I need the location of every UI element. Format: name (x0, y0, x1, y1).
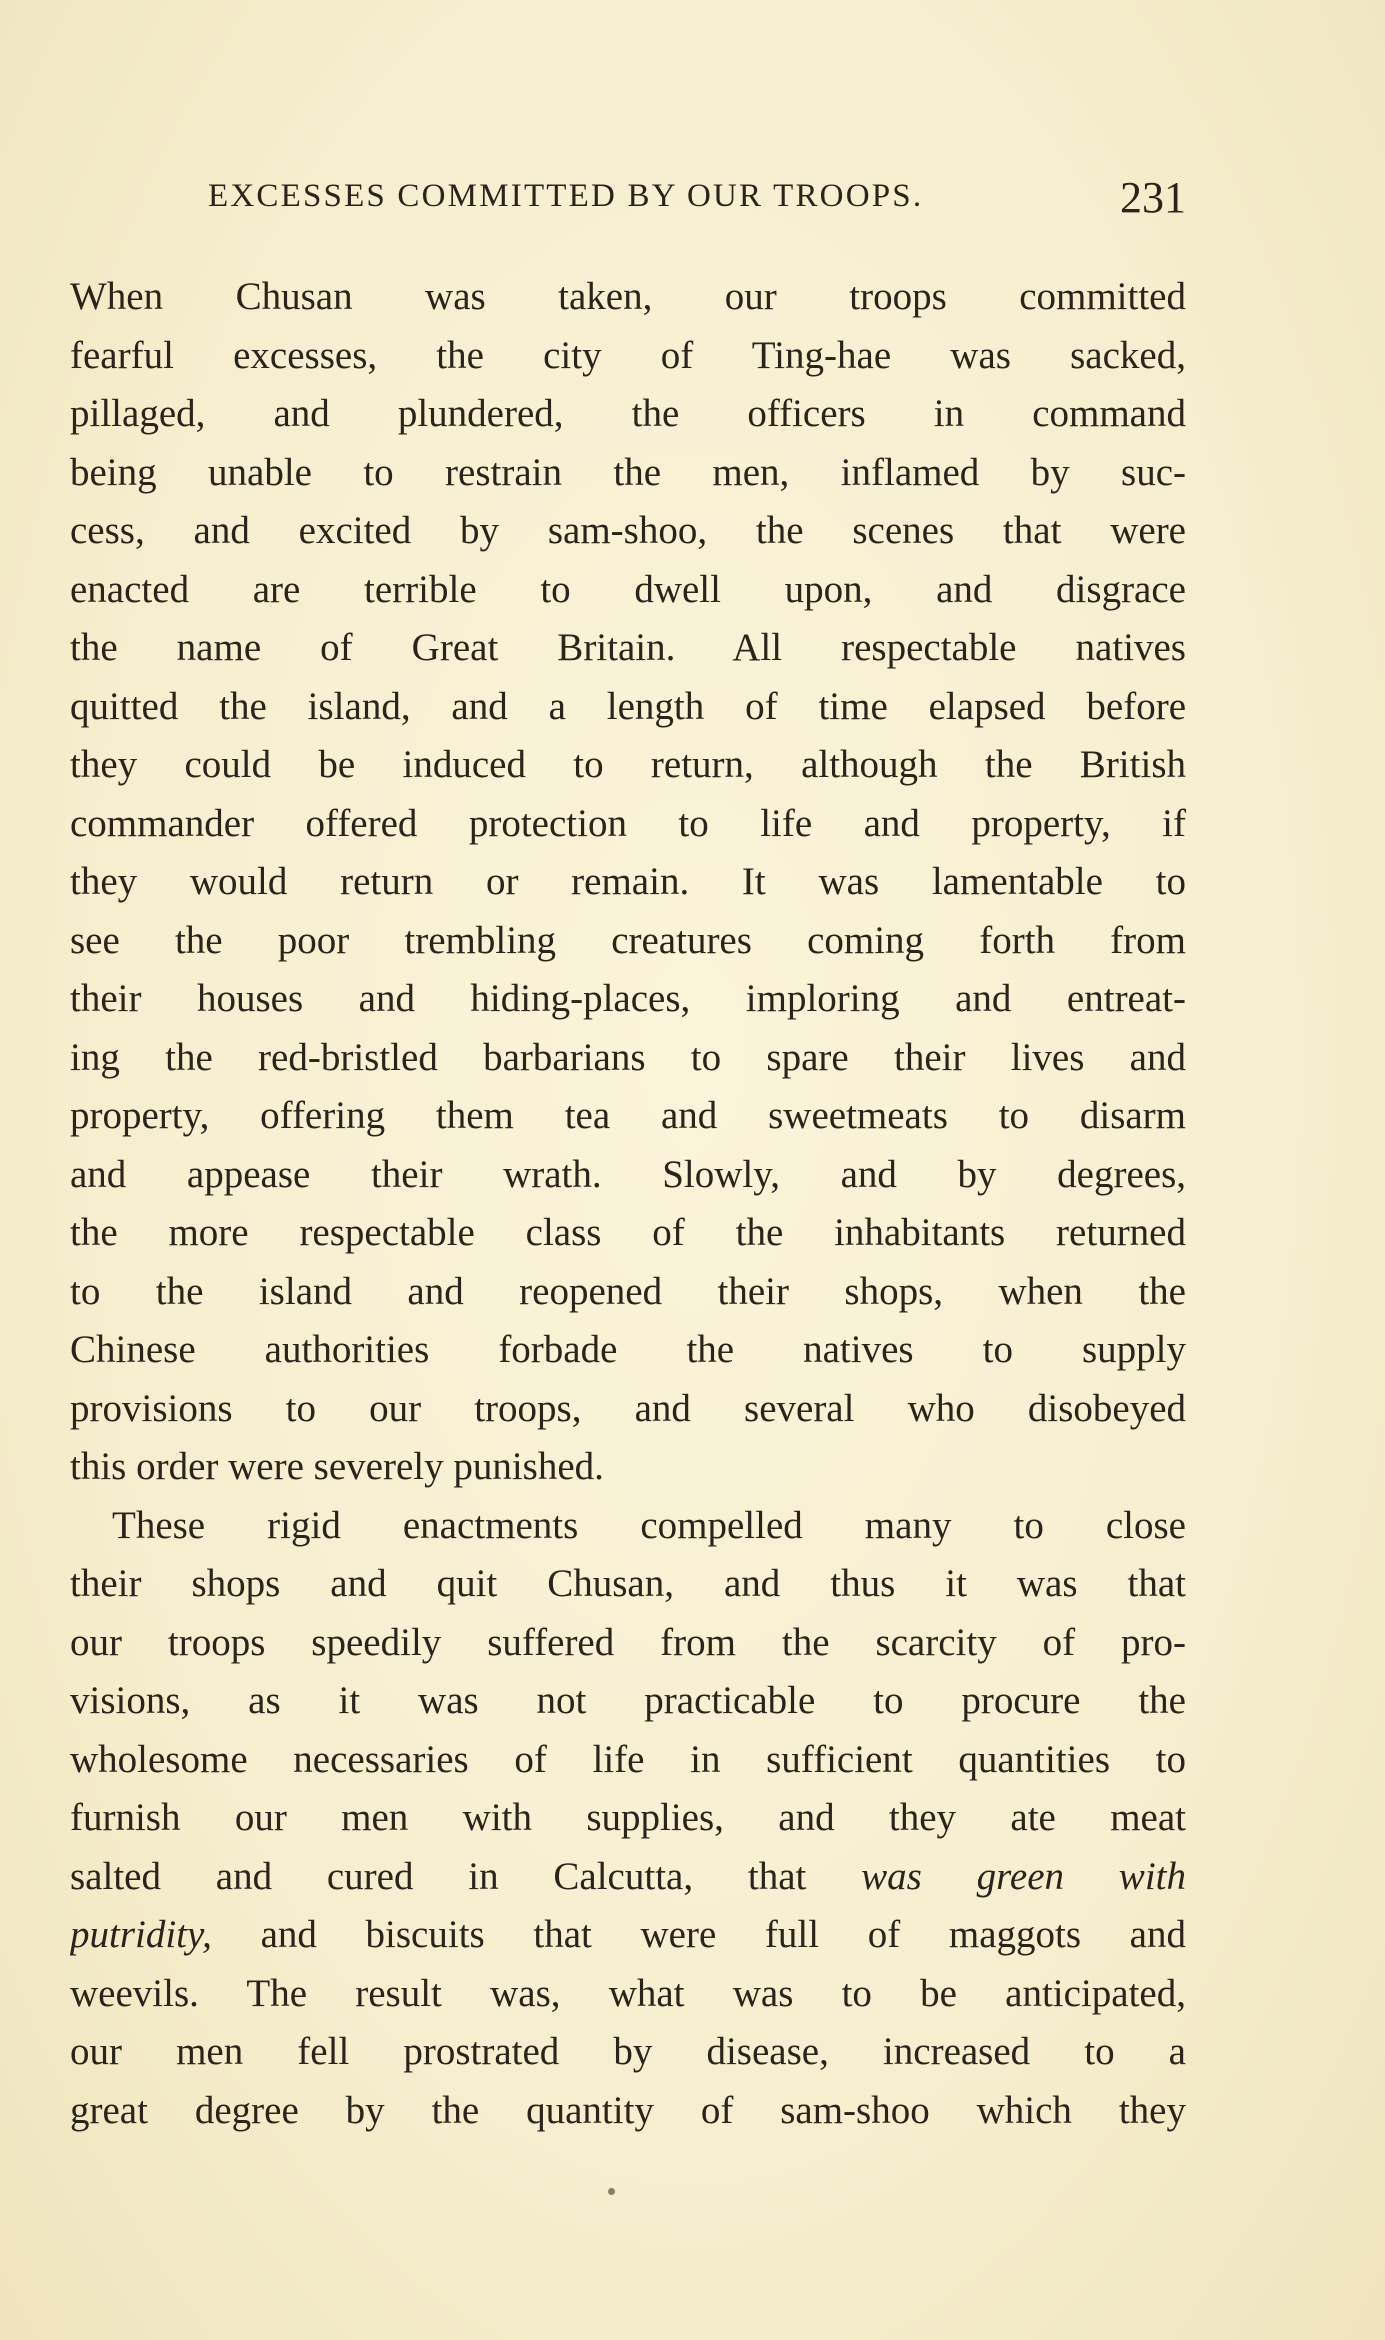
page-header (70, 172, 1186, 232)
text-line (70, 1906, 1186, 1965)
body-text (70, 268, 1186, 2140)
text-line: furnish our men with supplies, and they ate meat (70, 1796, 1186, 1839)
text-line: and appease their wrath. Slowly, and by degrees, (70, 1152, 1186, 1196)
text-line (70, 1848, 1186, 1907)
text-line: being unable to restrain the men, inflamed by suc- (70, 450, 1186, 494)
text-run: salted and cured in Calcutta, that (70, 1854, 862, 1898)
running-head: EXCESSES COMMITTED BY OUR TROOPS. (208, 178, 924, 214)
text-line: enacted are terrible to dwell upon, and disgrace (70, 567, 1186, 611)
text-line: Chinese authorities forbade the natives to supply (70, 1328, 1186, 1371)
italic-text: putridity, (70, 1913, 212, 1956)
text-line: commander offered protection to life and property, if (70, 801, 1186, 845)
printer-mark (608, 2188, 615, 2195)
text-line: provisions to our troops, and several who disobeyed (70, 1386, 1186, 1430)
text-line: this order were severely punished. (70, 1445, 604, 1488)
text-line: pillaged, and plundered, the officers in command (70, 392, 1186, 435)
text-run: and biscuits that were full of maggots and (211, 1913, 1186, 1956)
text-line: to the island and reopened their shops, when the (70, 1269, 1186, 1313)
text-line: ing the red-bristled barbarians to spare their lives and (70, 1035, 1186, 1079)
text-line: cess, and excited by sam-shoo, the scenes that were (70, 509, 1186, 552)
text-line: These rigid enactments compelled many to close (112, 1503, 1186, 1547)
text-line: the name of Great Britain. All respectable natives (70, 626, 1186, 669)
text-line: their houses and hiding-places, imploring and entreat- (70, 977, 1186, 1020)
text-line: When Chusan was taken, our troops committed (70, 275, 1186, 318)
text-line: they would return or remain. It was lamentable to (70, 860, 1186, 903)
text-line: property, offering them tea and sweetmeats to disarm (70, 1094, 1186, 1137)
text-line: fearful excesses, the city of Ting-hae was sacked, (70, 333, 1186, 377)
text-line: great degree by the quantity of sam-shoo which they (70, 2088, 1186, 2132)
text-line: see the poor trembling creatures coming forth from (70, 918, 1186, 962)
text-line: visions, as it was not practicable to procure the (70, 1679, 1186, 1722)
text-line: quitted the island, and a length of time elapsed before (70, 684, 1186, 728)
italic-text: was green with (861, 1854, 1186, 1898)
text-line: our troops speedily suffered from the scarcity of pro- (70, 1620, 1186, 1664)
text-line: their shops and quit Chusan, and thus it was that (70, 1562, 1186, 1605)
text-line: they could be induced to return, although the British (70, 743, 1186, 786)
text-line: wholesome necessaries of life in sufficient quantities to (70, 1737, 1186, 1781)
page-number: 231 (1120, 173, 1186, 222)
text-line: weevils. The result was, what was to be anticipated, (70, 1971, 1186, 2015)
text-line: the more respectable class of the inhabitants returned (70, 1211, 1186, 1254)
text-line: our men fell prostrated by disease, increased to a (70, 2030, 1186, 2073)
